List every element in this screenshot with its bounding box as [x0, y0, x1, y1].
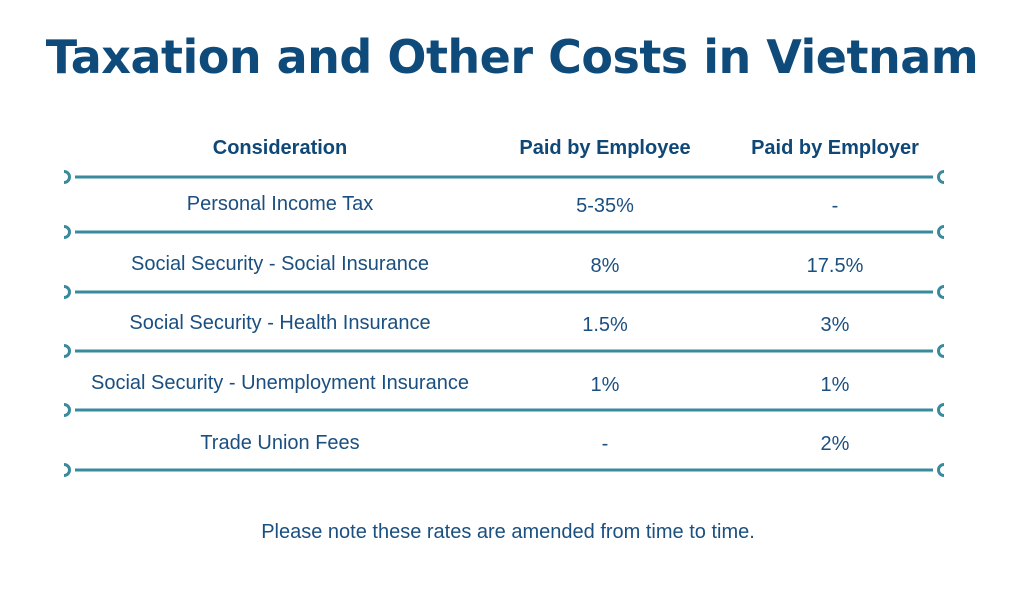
- header-paid-by-employer: Paid by Employer: [751, 137, 919, 159]
- footnote: Please note these rates are amended from time to time.: [261, 521, 755, 543]
- cell-employee-rate: 1%: [590, 374, 620, 396]
- table-divider: [60, 463, 950, 477]
- header-consideration: Consideration: [212, 137, 348, 159]
- cell-consideration: Social Security - Social Insurance: [131, 253, 429, 275]
- cell-employee-rate: 5-35%: [576, 195, 634, 217]
- table-divider: [60, 170, 950, 184]
- table-divider: [60, 225, 950, 239]
- cell-consideration: Trade Union Fees: [200, 432, 360, 454]
- page-title: Taxation and Other Costs in Vietnam: [45, 30, 979, 84]
- header-paid-by-employee: Paid by Employee: [519, 137, 691, 159]
- cell-consideration: Social Security - Health Insurance: [129, 312, 431, 334]
- cell-employee-rate: 8%: [590, 255, 620, 277]
- cell-consideration: Social Security - Unemployment Insurance: [91, 372, 469, 394]
- cell-employer-rate: 2%: [820, 433, 850, 455]
- cell-employee-rate: -: [601, 433, 609, 455]
- table-divider: [60, 403, 950, 417]
- cell-employee-rate: 1.5%: [582, 314, 628, 336]
- cell-employer-rate: 17.5%: [806, 255, 864, 277]
- cell-employer-rate: 3%: [820, 314, 850, 336]
- cell-consideration: Personal Income Tax: [186, 193, 374, 215]
- table-divider: [60, 344, 950, 358]
- cell-employer-rate: 1%: [820, 374, 850, 396]
- table-divider: [60, 285, 950, 299]
- cell-employer-rate: -: [831, 195, 839, 217]
